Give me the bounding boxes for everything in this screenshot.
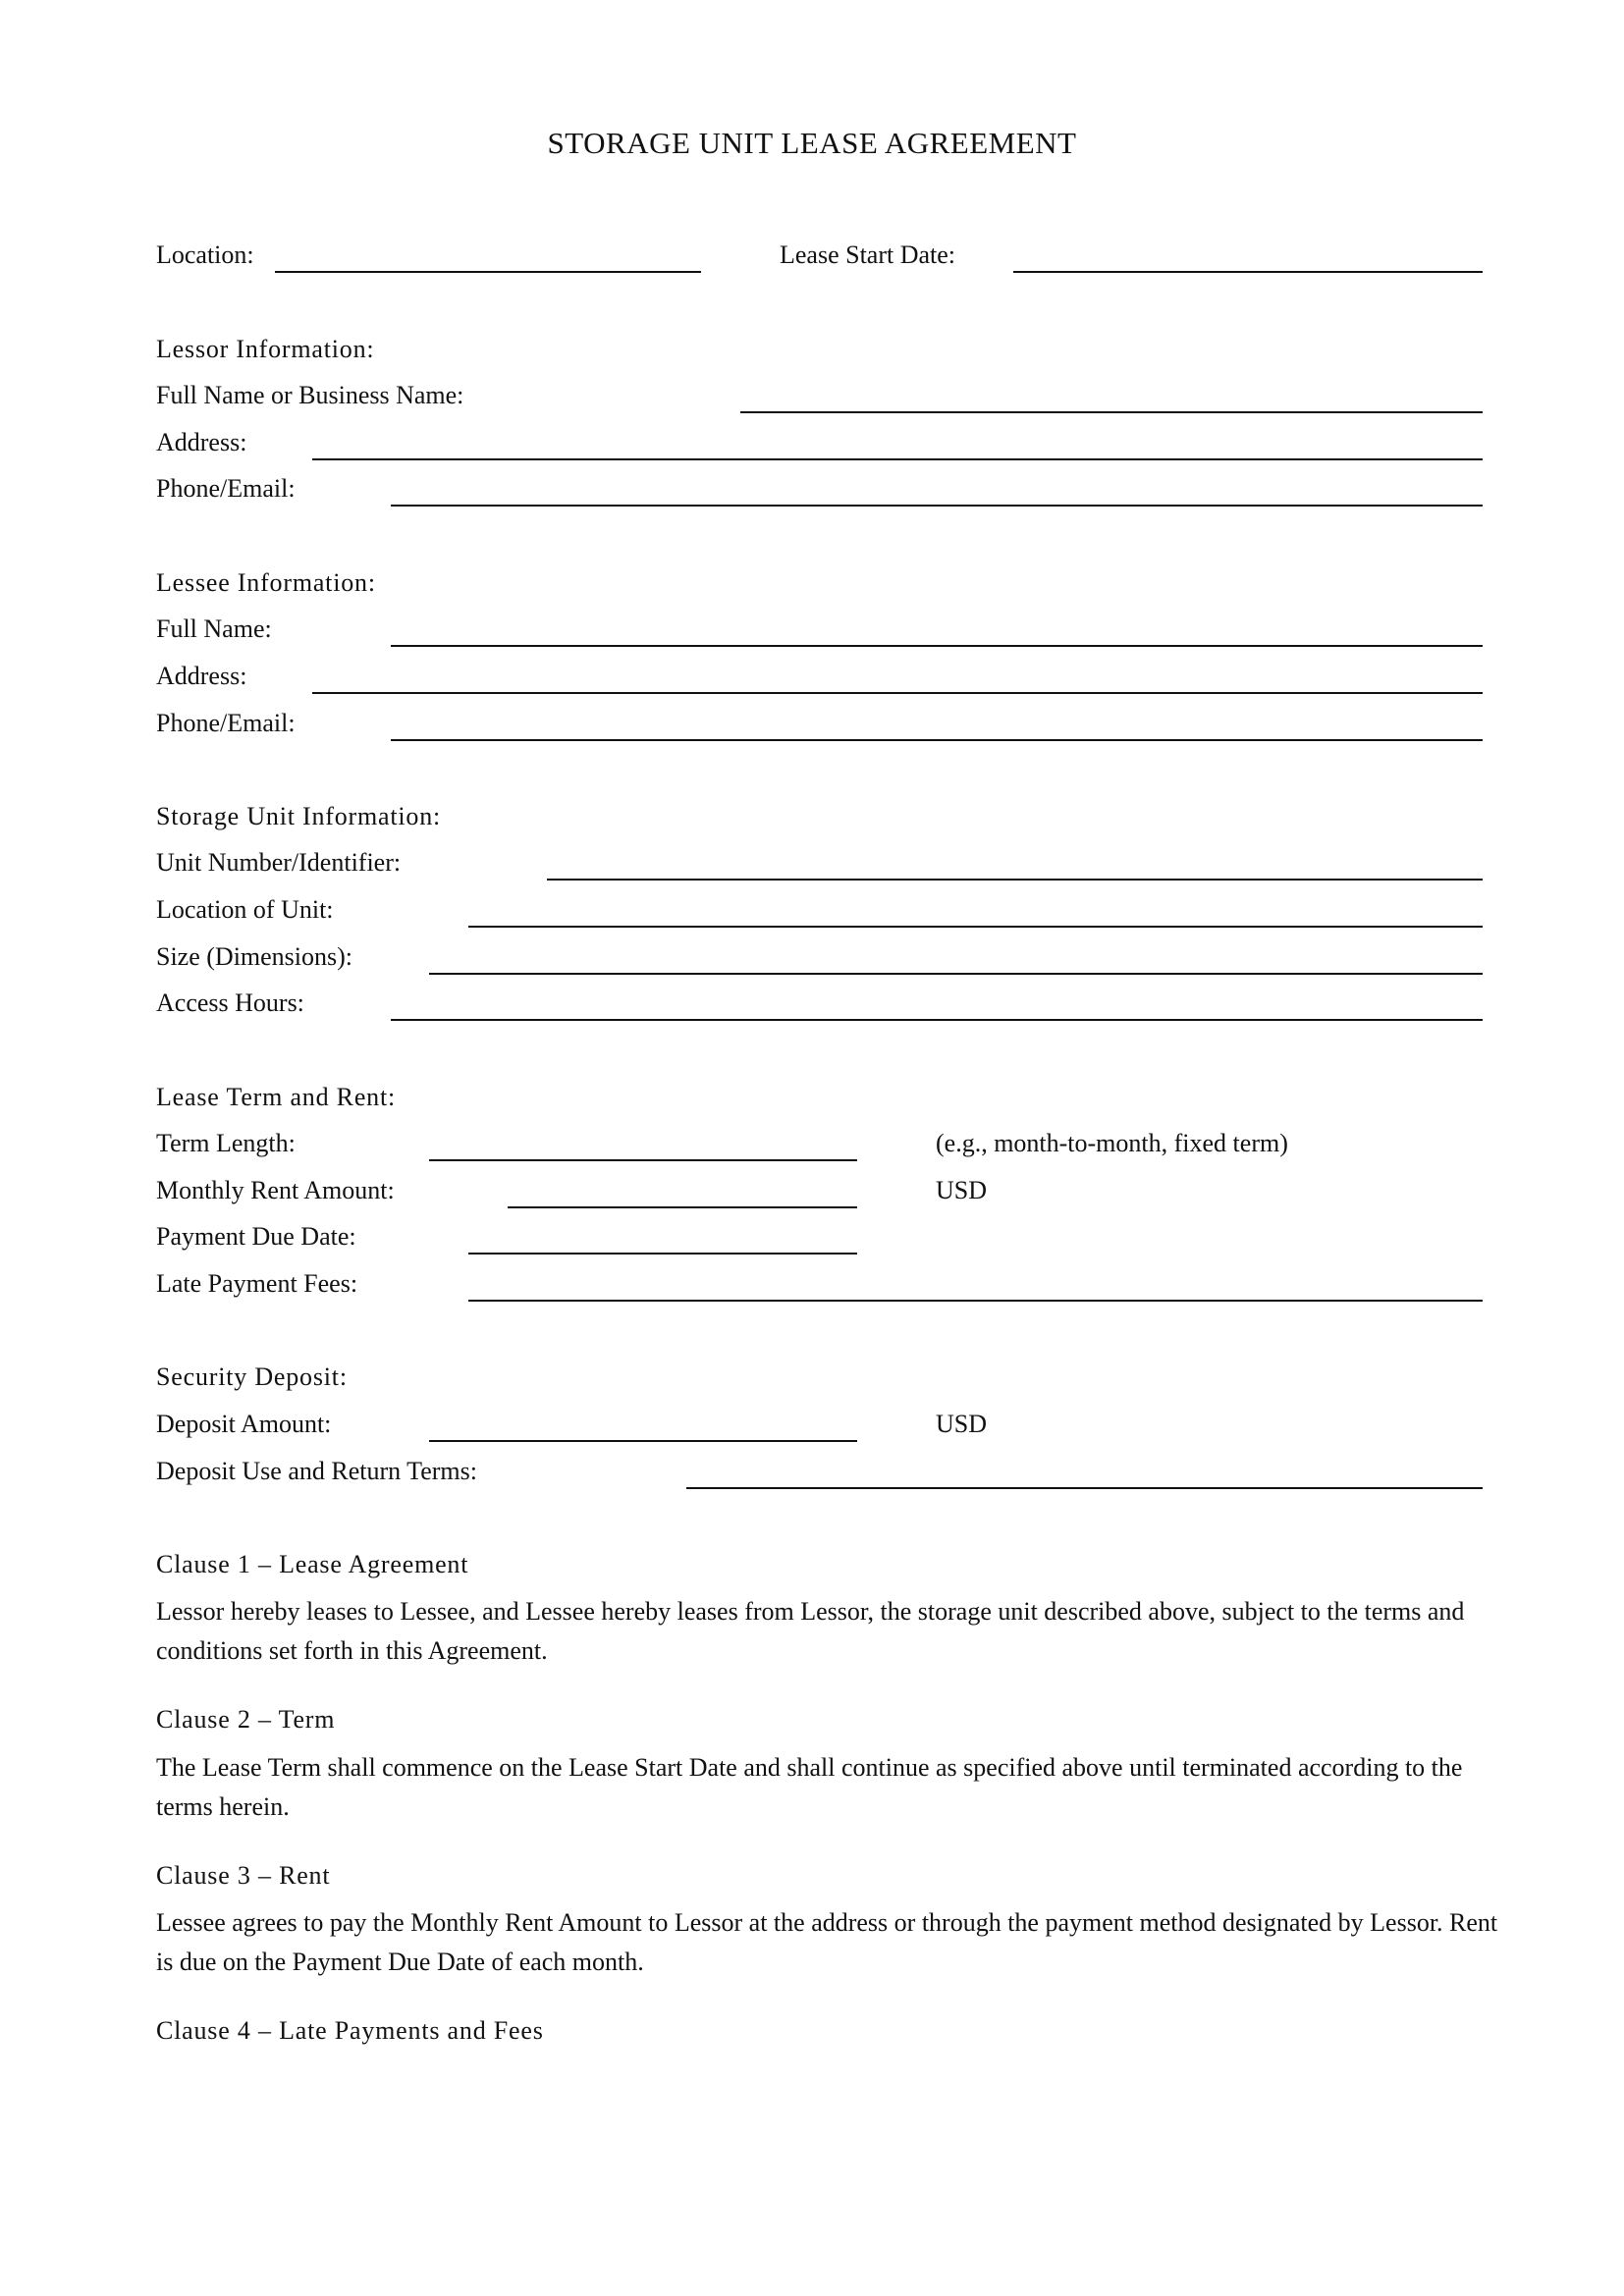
unit-size-label: Size (Dimensions): xyxy=(156,942,353,971)
unit-number-label: Unit Number/Identifier: xyxy=(156,848,402,877)
term-length-label: Term Length: xyxy=(156,1129,296,1157)
deposit-amount-currency: USD xyxy=(936,1410,988,1438)
payment-due-date-field[interactable] xyxy=(468,1253,857,1255)
location-label: Location: xyxy=(156,240,254,269)
document-title: STORAGE UNIT LEASE AGREEMENT xyxy=(547,126,1077,160)
term-length-field[interactable] xyxy=(429,1159,857,1161)
lessee-contact-label: Phone/Email: xyxy=(156,709,296,737)
term-length-hint: (e.g., month-to-month, fixed term) xyxy=(936,1129,1288,1157)
lease-start-date-field[interactable] xyxy=(1013,271,1483,273)
clause-heading: Clause 3 – Rent xyxy=(156,1861,331,1890)
deposit-amount-label: Deposit Amount: xyxy=(156,1410,332,1438)
lessor-contact-field[interactable] xyxy=(391,505,1483,507)
payment-due-date-label: Payment Due Date: xyxy=(156,1222,356,1251)
clause-heading: Clause 2 – Term xyxy=(156,1705,336,1734)
unit-section-heading: Storage Unit Information: xyxy=(156,802,442,830)
clause-text: The Lease Term shall commence on the Lease Start Date and shall continue as specified above until terminated according to the terms herein. xyxy=(156,1753,1463,1821)
unit-number-field[interactable] xyxy=(547,879,1483,881)
unit-location-label: Location of Unit: xyxy=(156,895,334,924)
lessor-contact-label: Phone/Email: xyxy=(156,474,296,503)
lessee-section-heading: Lessee Information: xyxy=(156,568,376,597)
location-field[interactable] xyxy=(275,271,701,273)
monthly-rent-label: Monthly Rent Amount: xyxy=(156,1176,395,1204)
lessee-contact-field[interactable] xyxy=(391,739,1483,741)
lessor-name-label: Full Name or Business Name: xyxy=(156,381,464,409)
access-hours-field[interactable] xyxy=(391,1019,1483,1021)
lessee-name-label: Full Name: xyxy=(156,614,272,643)
deposit-terms-field[interactable] xyxy=(686,1487,1483,1489)
deposit-terms-label: Deposit Use and Return Terms: xyxy=(156,1457,477,1485)
late-fees-label: Late Payment Fees: xyxy=(156,1269,358,1298)
lessee-name-field[interactable] xyxy=(391,645,1483,647)
monthly-rent-field[interactable] xyxy=(508,1206,857,1208)
late-fees-field[interactable] xyxy=(468,1300,1483,1302)
lessor-section-heading: Lessor Information: xyxy=(156,335,375,363)
lessor-address-label: Address: xyxy=(156,428,247,456)
term-section-heading: Lease Term and Rent: xyxy=(156,1083,397,1111)
clause-heading: Clause 1 – Lease Agreement xyxy=(156,1550,469,1578)
monthly-rent-currency: USD xyxy=(936,1176,988,1204)
lessee-address-label: Address: xyxy=(156,662,247,690)
deposit-section-heading: Security Deposit: xyxy=(156,1362,348,1391)
unit-location-field[interactable] xyxy=(468,926,1483,928)
clause-heading: Clause 4 – Late Payments and Fees xyxy=(156,2016,544,2045)
clause-text: Lessor hereby leases to Lessee, and Lessee hereby leases from Lessor, the storage unit described above, subject to the terms and conditions set forth in this Agreement. xyxy=(156,1597,1465,1665)
unit-size-field[interactable] xyxy=(429,973,1483,975)
lessor-name-field[interactable] xyxy=(740,411,1483,413)
deposit-amount-field[interactable] xyxy=(429,1440,857,1442)
lessor-address-field[interactable] xyxy=(312,458,1483,460)
access-hours-label: Access Hours: xyxy=(156,988,304,1017)
lease-start-date-label: Lease Start Date: xyxy=(780,240,956,269)
lessee-address-field[interactable] xyxy=(312,692,1483,694)
clause-text: Lessee agrees to pay the Monthly Rent Amount to Lessor at the address or through the payment method designated by Lessor. Rent is due on the Payment Due Date of each month. xyxy=(156,1908,1498,1976)
